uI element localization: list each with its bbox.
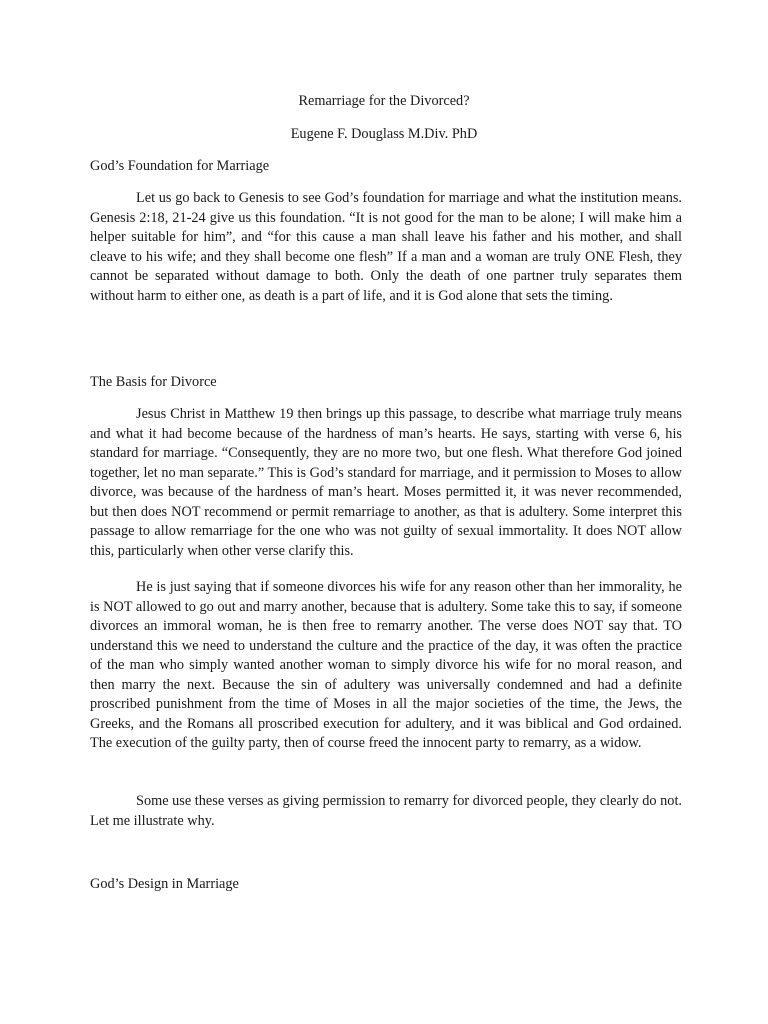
paragraph-basis-3: Some use these verses as giving permission to remarry for divorced people, they clearly do not. Let me illustrate why. bbox=[90, 793, 682, 829]
section-heading-basis: The Basis for Divorce bbox=[90, 374, 217, 390]
document-title: Remarriage for the Divorced? bbox=[298, 93, 470, 109]
paragraph-foundation: Let us go back to Genesis to see God’s foundation for marriage and what the institution means. Genesis 2:18, 21-24 give us this foundation. “It is not good for the man to be alone; I will make him a helper suitable for him”, and “for this cause a man shall leave his father and his mother, and shall cleave to his wife; and they shall become one flesh” If a man and a woman are truly ONE Flesh, they cannot be separated without damage to both. Only the death of one partner truly separates them without harm to either one, as death is a part of life, and it is God alone that sets the timing. bbox=[90, 190, 682, 304]
paragraph-basis-2: He is just saying that if someone divorces his wife for any reason other than her immorality, he is NOT allowed to go out and marry another, because that is adultery. Some take this to say, if someone divorces an immoral woman, he is then free to remarry another. The verse does NOT say that. TO understand this we need to understand the culture and the practice of the day, it was often the practice of the man who simply wanted another woman to simply divorce his wife for no moral reason, and then marry the next. Because the sin of adultery was universally condemned and had a definite proscribed punishment from the time of Moses in all the major societies of the time, the Jews, the Greeks, and the Romans all proscribed execution for adultery, and it was biblical and God ordained. The execution of the guilty party, then of course freed the innocent party to remarry, as a widow. bbox=[90, 579, 682, 751]
paragraph-basis-1: Jesus Christ in Matthew 19 then brings up this passage, to describe what marriage truly means and what it had become because of the hardness of man’s hearts. He says, starting with verse 6, his standard for marriage. “Consequently, they are no more two, but one flesh. What therefore God joined together, let no man separate.” This is God’s standard for marriage, and it permission to Moses to allow divorce, was because of the hardness of man’s heart. Moses permitted it, it was never recommended, but then does NOT recommend or permit remarriage to another, as that is adultery. Some interpret this passage to allow remarriage for the one who was not guilty of sexual immortality. It does NOT allow this, particularly when other verse clarify this. bbox=[90, 406, 682, 559]
section-heading-foundation: God’s Foundation for Marriage bbox=[90, 158, 270, 174]
document-author: Eugene F. Douglass M.Div. PhD bbox=[290, 126, 478, 142]
section-heading-design: God’s Design in Marriage bbox=[90, 876, 239, 892]
